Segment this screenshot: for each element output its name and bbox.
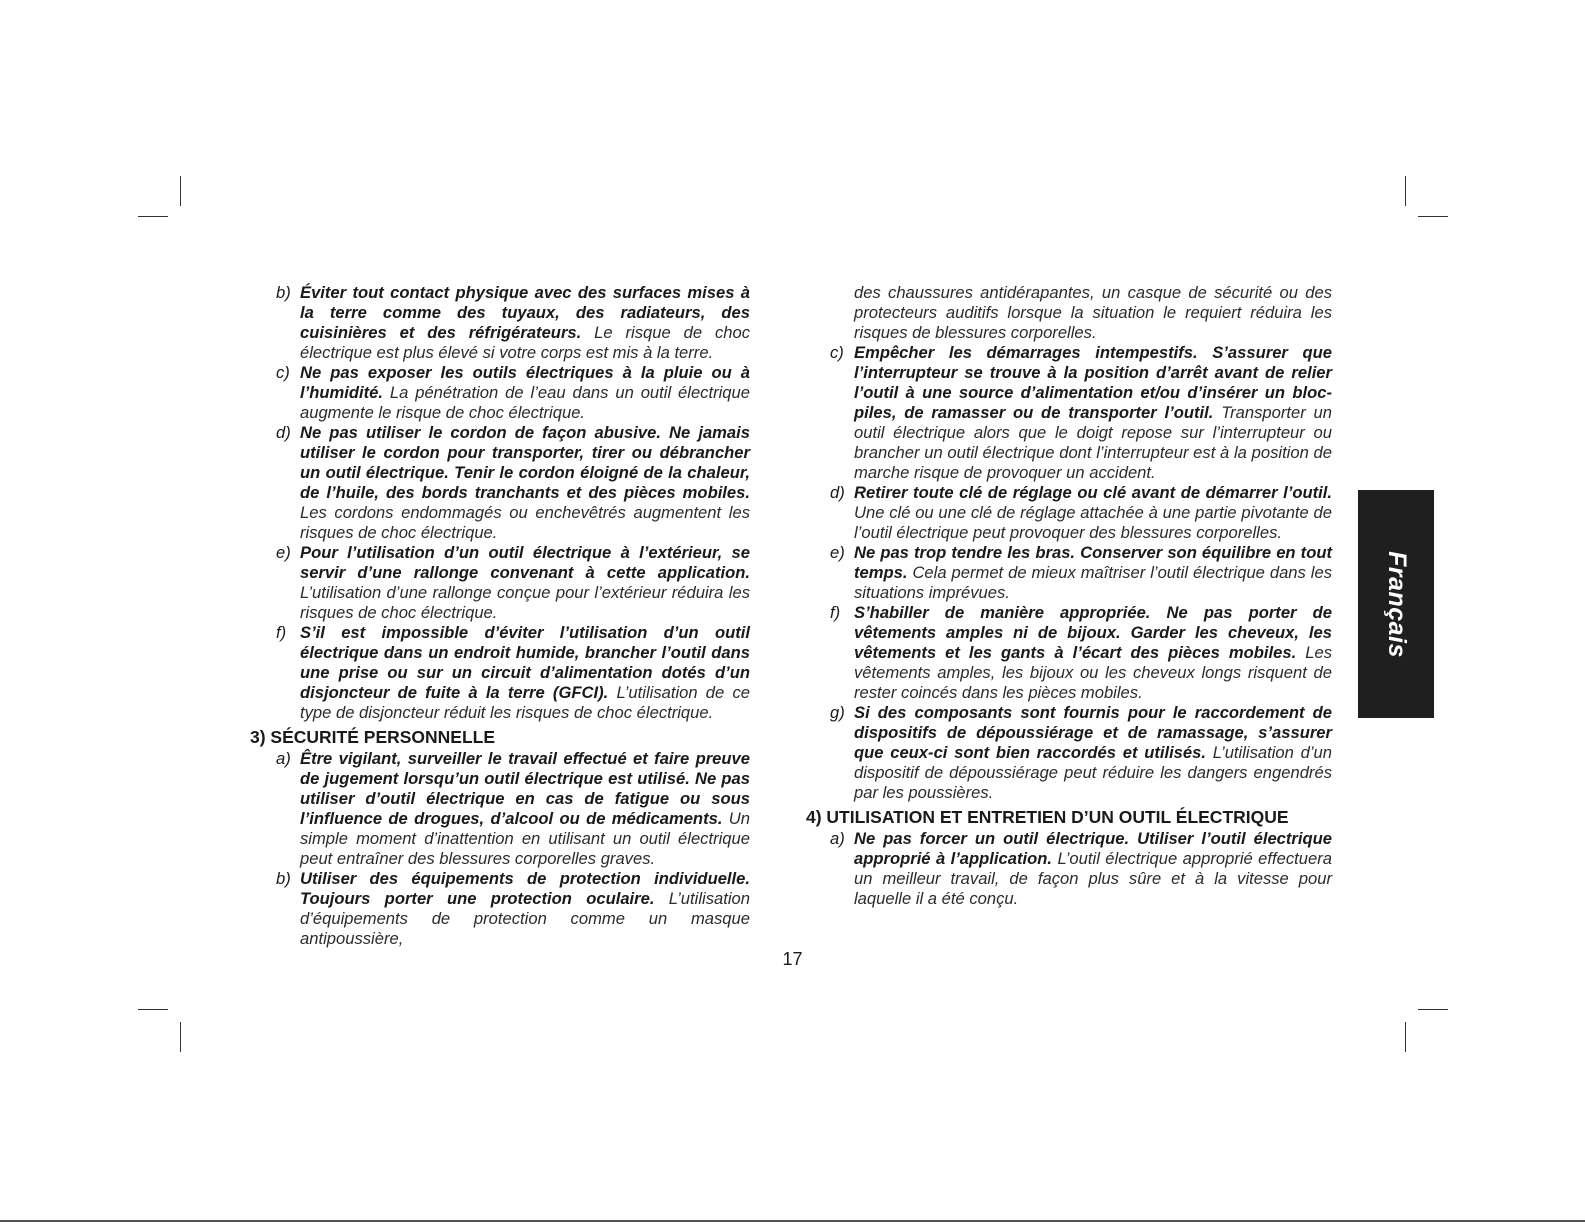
list-item-letter: b) [276,869,291,888]
list-item-letter: c) [276,363,290,382]
left-items-top [258,283,750,723]
list-item-text: Transporter un outil électrique alors que le doigt repose sur l’interrupteur ou brancher un outil électrique dont l’interrupteur est à la position de marche risque de provoquer un accident. [854,403,1332,482]
list-item-text: L’utilisation d’un dispositif de dépoussiérage peut réduire les dangers engendrés par les poussières. [854,743,1332,802]
list-item-letter: a) [276,749,291,768]
left-column [250,283,750,949]
list-item-bold: Ne pas utiliser le cordon de façon abusive. Ne jamais utiliser le cordon pour transporter, tirer ou débrancher un outil électrique. Tenir le cordon éloigné de la chaleur, de l’huile, des bords tranchants et des pièces mobiles. [300,423,750,502]
list-item-letter: e) [276,543,291,562]
list-item-text: L’utilisation d’équipements de protection comme un masque antipoussière, [300,889,750,948]
list-item [258,869,750,949]
list-item-letter: a) [830,829,845,848]
list-item-text: Le risque de choc électrique est plus élevé si votre corps est mis à la terre. [300,323,750,362]
crop-mark-bl-h [138,1009,168,1010]
section-heading-tool-use: 4) UTILISATION ET ENTRETIEN D’UN OUTIL ÉLECTRIQUE [806,807,1289,827]
list-item-bold: S’il est impossible d’éviter l’utilisation d’un outil électrique dans un endroit humide, brancher l’outil dans une prise ou sur un circuit d’alimentation dotés d’un disjoncteur de fuite à la terre (GFCI). [300,623,750,702]
list-item-letter: f) [830,603,841,622]
list-item-bold: Utiliser des équipements de protection individuelle. Toujours porter une protection oculaire. [300,869,750,908]
right-items-top [812,343,1332,803]
list-item-bold: Si des composants sont fournis pour le raccordement de dispositifs de dépoussiérage et de ramassage, s’assurer que ceux-ci sont bien raccordés et utilisés. [854,703,1332,762]
list-item [258,363,750,423]
crop-mark-tr-h [1418,216,1448,217]
list-item [812,543,1332,603]
bottom-rule [0,1220,1585,1222]
continuation-text-body: des chaussures antidérapantes, un casque de sécurité ou des protecteurs auditifs lorsque la situation le requiert réduira les risques de blessures corporelles. [854,283,1332,342]
list-item [258,543,750,623]
right-items-bottom [812,829,1332,909]
crop-mark-bl-v [180,1022,181,1052]
crop-mark-tr-v [1405,176,1406,206]
list-item-bold: Éviter tout contact physique avec des surfaces mises à la terre comme des tuyaux, des radiateurs, des cuisinières et des réfrigérateurs. [300,283,750,342]
list-item-text: L’utilisation de ce type de disjoncteur réduit les risques de choc électrique. [300,683,750,722]
section-heading-personal-safety: 3) SÉCURITÉ PERSONNELLE [250,727,496,747]
list-item-letter: d) [276,423,291,442]
list-item [812,343,1332,483]
continuation-text [812,283,1332,343]
list-item-text: L’outil électrique approprié effectuera un meilleur travail, de façon plus sûre et à la vitesse pour laquelle il a été conçu. [854,849,1332,908]
list-item [258,749,750,869]
list-item-text: Les cordons endommagés ou enchevêtrés augmentent les risques de choc électrique. [300,503,750,542]
list-item-bold: S’habiller de manière appropriée. Ne pas porter de vêtements amples ni de bijoux. Garder les cheveux, les vêtements et les gants à l’écart des pièces mobiles. [854,603,1332,662]
crop-mark-tl-v [180,176,181,206]
list-item [812,603,1332,703]
language-tab [1358,490,1434,718]
list-item-bold: Ne pas exposer les outils électriques à la pluie ou à l’humidité. [300,363,750,402]
list-item [812,829,1332,909]
list-item-text: Cela permet de mieux maîtriser l’outil électrique dans les situations imprévues. [854,563,1332,602]
list-item-text: Un simple moment d’inattention en utilisant un outil électrique peut entraîner des blessures corporelles graves. [300,809,750,868]
list-item-letter: b) [276,283,291,302]
list-item-text: La pénétration de l’eau dans un outil électrique augmente le risque de choc électrique. [300,383,750,422]
list-item-text: Les vêtements amples, les bijoux ou les cheveux longs risquent de rester coincés dans les pièces mobiles. [854,643,1332,702]
list-item-bold: Empêcher les démarrages intempestifs. S’assurer que l’interrupteur se trouve à la position d’arrêt avant de relier l’outil à une source d’alimentation et/ou d’insérer un bloc-piles, de ramasser ou de transporter l’outil. [854,343,1332,422]
right-column [806,283,1332,909]
list-item-letter: d) [830,483,845,502]
list-item-letter: c) [830,343,844,362]
list-item-bold: Ne pas trop tendre les bras. Conserver son équilibre en tout temps. [854,543,1332,582]
list-item [258,623,750,723]
language-tab-label: Français [1382,550,1411,658]
list-item [812,703,1332,803]
list-item [258,283,750,363]
list-item-letter: e) [830,543,845,562]
list-item-bold: Être vigilant, surveiller le travail effectué et faire preuve de jugement lorsqu’un outil électrique est utilisé. Ne pas utiliser d’outil électrique en cas de fatigue ou sous l’influence de drogues, d’alcool ou de médicaments. [300,749,750,828]
list-item-text: Une clé ou une clé de réglage attachée à une partie pivotante de l’outil électrique peut provoquer des blessures corporelles. [854,503,1332,542]
list-item-letter: f) [276,623,287,642]
list-item-bold: Pour l’utilisation d’un outil électrique à l’extérieur, se servir d’une rallonge convenant à cette application. [300,543,750,582]
crop-mark-br-h [1418,1009,1448,1010]
list-item-letter: g) [830,703,845,722]
list-item-text: L’utilisation d’une rallonge conçue pour l’extérieur réduira les risques de choc électrique. [300,583,750,622]
page-number: 17 [782,949,803,969]
list-item-bold: Retirer toute clé de réglage ou clé avant de démarrer l’outil. [854,483,1332,502]
list-item [812,483,1332,543]
left-items-bottom [258,749,750,949]
crop-mark-tl-h [138,216,168,217]
list-item-bold: Ne pas forcer un outil électrique. Utiliser l’outil électrique approprié à l’application. [854,829,1332,868]
crop-mark-br-v [1405,1022,1406,1052]
list-item [258,423,750,543]
